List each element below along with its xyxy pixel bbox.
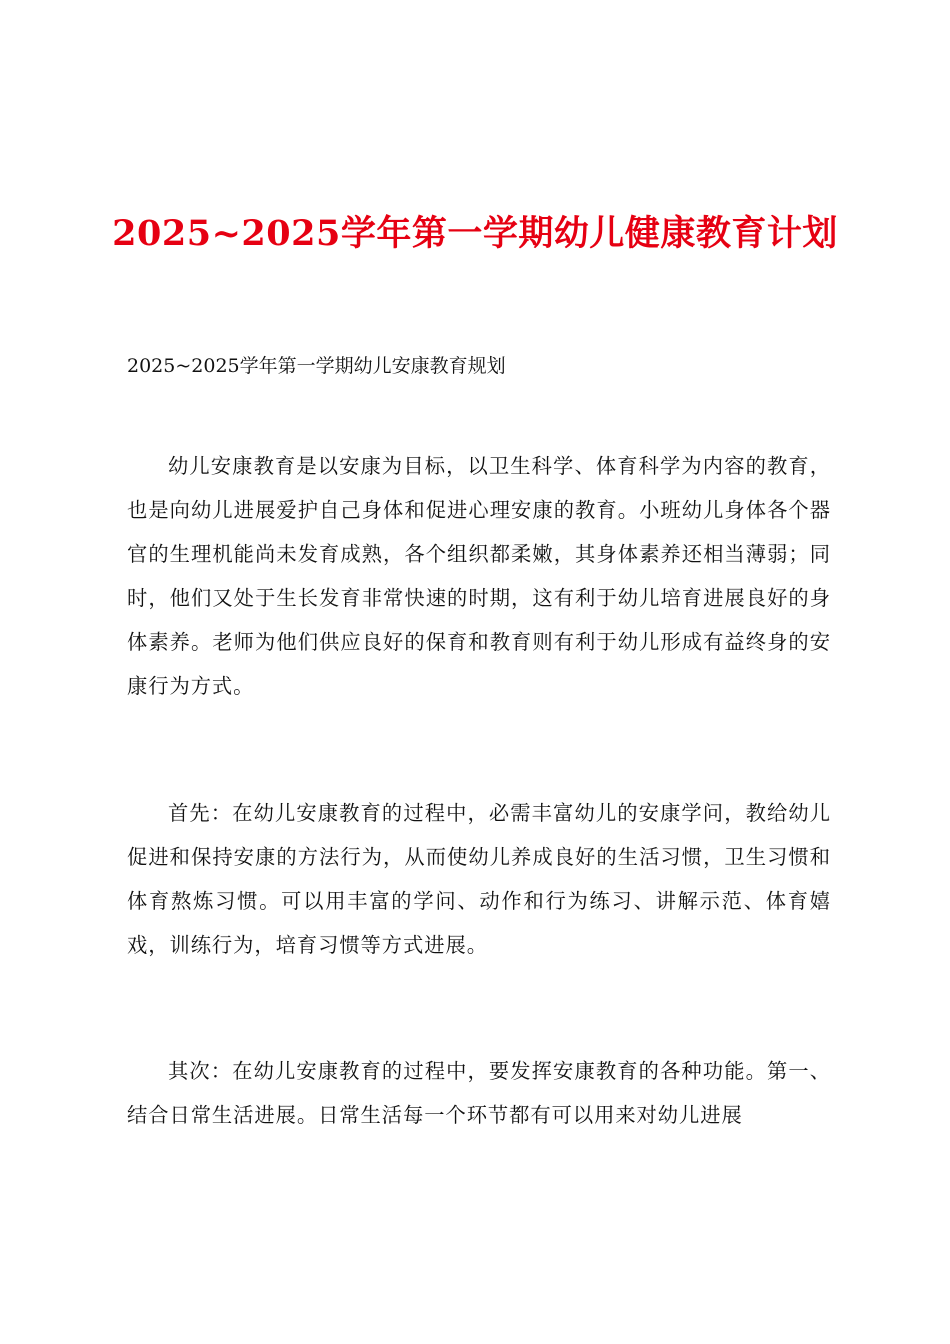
- document-title: 2025~2025学年第一学期幼儿健康教育计划: [112, 213, 838, 254]
- paragraph-second: 其次：在幼儿安康教育的过程中，要发挥安康教育的各种功能。第一、结合日常生活进展。日常生活每一个环节都有可以用来对幼儿进展: [127, 1059, 831, 1127]
- paragraph-first: 首先：在幼儿安康教育的过程中，必需丰富幼儿的安康学问，教给幼儿促进和保持安康的方法行为，从而使幼儿养成良好的生活习惯，卫生习惯和体育熬炼习惯。可以用丰富的学问、动作和行为练习、讲解示范、体育嬉戏，训练行为，培育习惯等方式进展。: [127, 801, 831, 957]
- document-subtitle: 2025~2025学年第一学期幼儿安康教育规划: [127, 355, 506, 377]
- paragraph-intro: 幼儿安康教育是以安康为目标，以卫生科学、体育科学为内容的教育，也是向幼儿进展爱护自己身体和促进心理安康的教育。小班幼儿身体各个器官的生理机能尚未发育成熟，各个组织都柔嫩，其身体素养还相当薄弱；同时，他们又处于生长发育非常快速的时期，这有利于幼儿培育进展良好的身体素养。老师为他们供应良好的保育和教育则有利于幼儿形成有益终身的安康行为方式。: [127, 454, 831, 698]
